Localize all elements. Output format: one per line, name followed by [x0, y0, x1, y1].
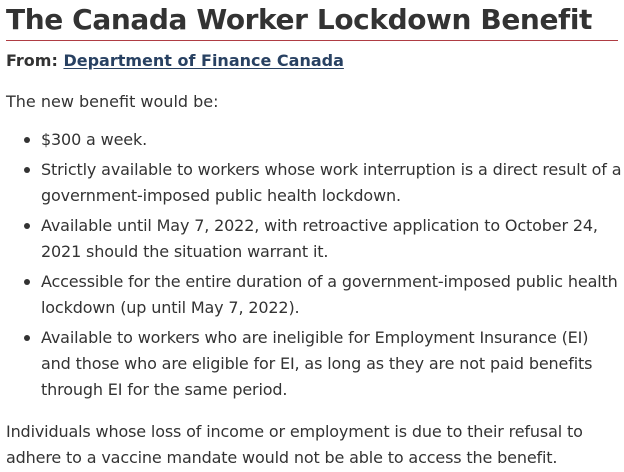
closing-paragraph: Individuals whose loss of income or employment is due to their refusal to adhere to a vaccine mandate would not be able to access the benefit.: [6, 422, 583, 467]
bullet-icon: [24, 279, 30, 285]
intro-text: The new benefit would be:: [6, 92, 219, 111]
list-item-text: $300 a week.: [41, 130, 148, 149]
list-item: [20, 127, 622, 153]
list-item: [20, 213, 622, 265]
list-item: [20, 269, 622, 321]
list-item: [20, 157, 622, 209]
benefit-list: [20, 127, 622, 407]
department-link[interactable]: Department of Finance Canada: [63, 51, 344, 70]
page-title: The Canada Worker Lockdown Benefit: [6, 3, 593, 36]
bullet-icon: [24, 167, 30, 173]
list-item-text: Available to workers who are ineligible for Employment Insurance (EI) and those who are eligible for EI, as long as they are not paid benefits through EI for the same period.: [41, 328, 593, 399]
title-divider: [6, 40, 618, 41]
list-item-text: Available until May 7, 2022, with retroactive application to October 24, 2021 should the situation warrant it.: [41, 216, 598, 261]
list-item-text: Accessible for the entire duration of a government-imposed public health lockdown (up until May 7, 2022).: [41, 272, 618, 317]
from-label: From:: [6, 51, 58, 70]
bullet-icon: [24, 335, 30, 341]
list-item-text: Strictly available to workers whose work interruption is a direct result of a government-imposed public health lockdown.: [41, 160, 622, 205]
list-item: [20, 325, 622, 403]
bullet-icon: [24, 137, 30, 143]
source-line: [6, 49, 344, 73]
bullet-icon: [24, 223, 30, 229]
